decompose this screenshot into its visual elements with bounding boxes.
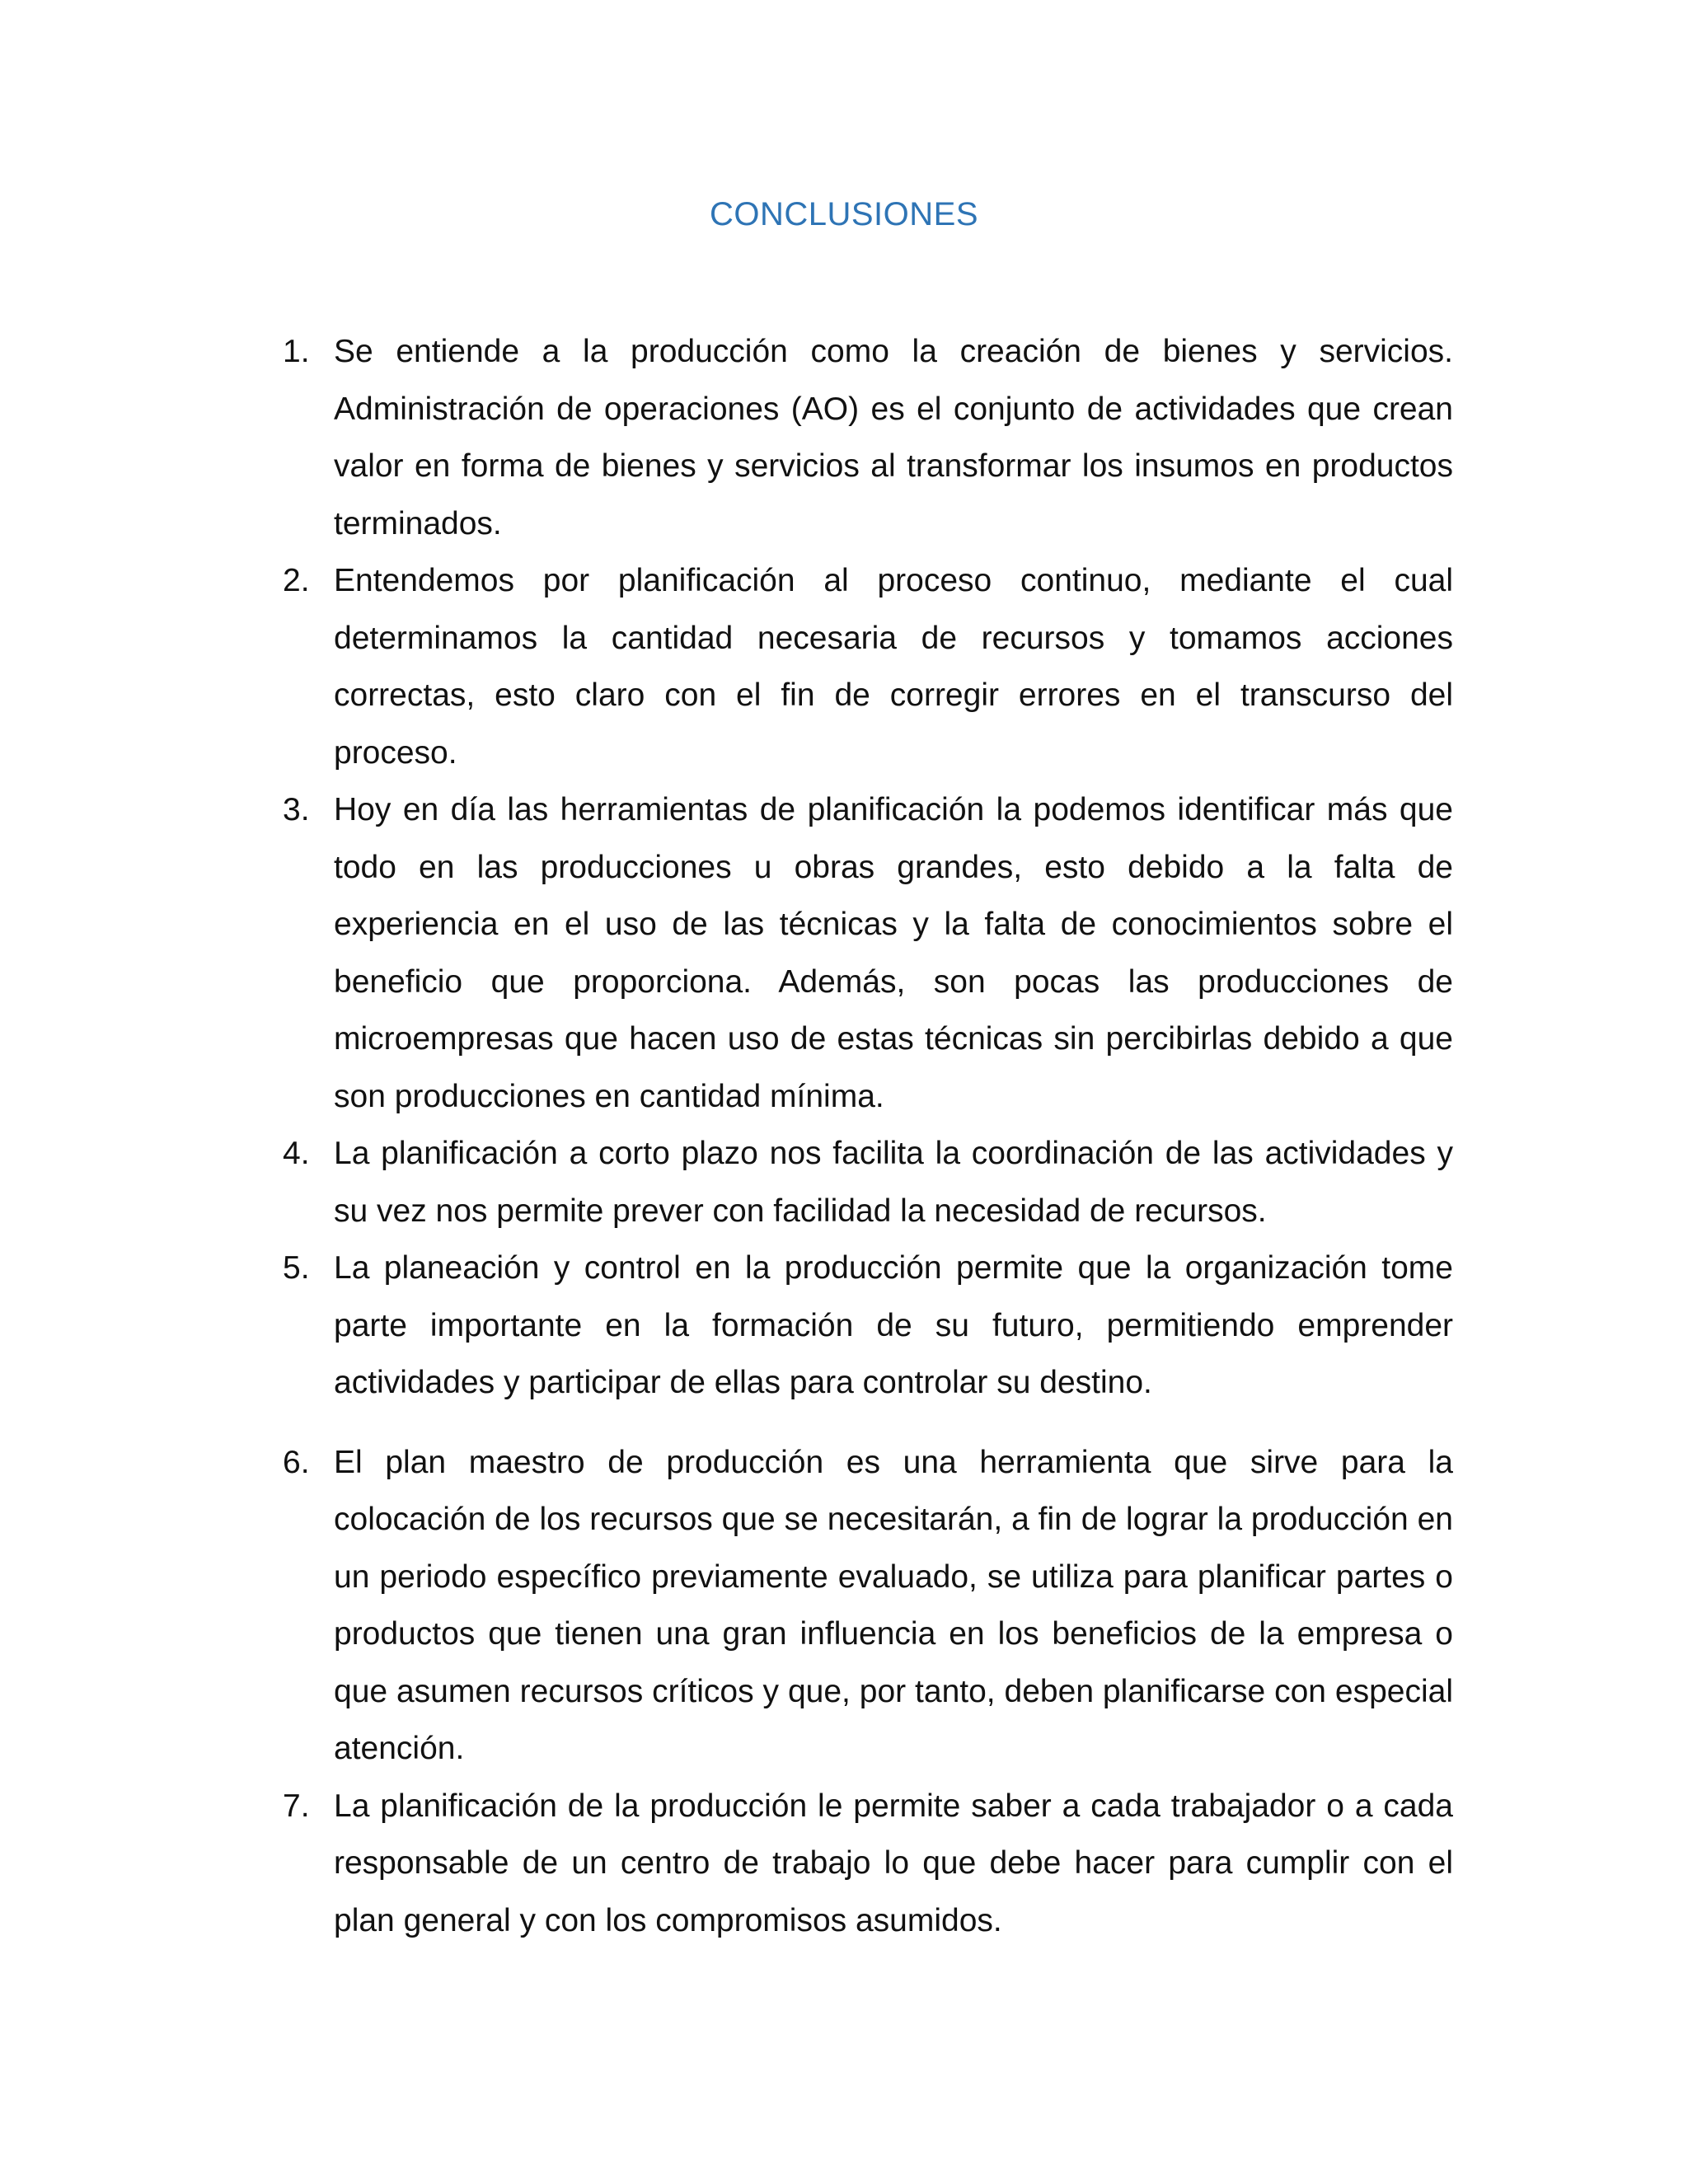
list-item-text: La planificación a corto plazo nos facilita la coordinación de las actividades y su vez nos permite prever con facilidad la necesidad de recursos. [334, 1136, 1453, 1229]
list-item-text: La planeación y control en la producción permite que la organización tome parte importante en la formación de su futuro, permitiendo emprender actividades y participar de ellas para controlar su destino. [334, 1250, 1453, 1400]
list-item-number: 4. [283, 1136, 310, 1171]
list-item [0, 552, 1453, 781]
list-item-number: 6. [283, 1444, 310, 1480]
conclusions-list [0, 323, 1688, 1949]
list-item-number: 2. [283, 563, 310, 598]
list-item-text: La planificación de la producción le permite saber a cada trabajador o a cada responsable de un centro de trabajo lo que debe hacer para cumplir con el plan general y con los compromisos asumidos. [334, 1788, 1453, 1938]
list-item-number: 3. [283, 792, 310, 827]
page-title: CONCLUSIONES [709, 196, 979, 232]
list-item-text: Entendemos por planificación al proceso continuo, mediante el cual determinamos la cantidad necesaria de recursos y tomamos acciones correctas, esto claro con el fin de corregir errores en el transcurso del proceso. [334, 563, 1453, 771]
list-item-text: Hoy en día las herramientas de planificación la podemos identificar más que todo en las producciones u obras grandes, esto debido a la falta de experiencia en el uso de las técnicas y la falta de conocimientos sobre el beneficio que proporciona. Además, son pocas las producciones de microempresas que hacen uso de estas técnicas sin percibirlas debido a que son producciones en cantidad mínima. [334, 792, 1453, 1114]
list-item [0, 1125, 1453, 1240]
list-item [0, 1434, 1453, 1778]
list-item-number: 5. [283, 1250, 310, 1286]
list-item-text: El plan maestro de producción es una herramienta que sirve para la colocación de los recursos que se necesitarán, a fin de lograr la producción en un periodo específico previamente evaluado, se utiliza para planificar partes o productos que tienen una gran influencia en los beneficios de la empresa o que asumen recursos críticos y que, por tanto, deben planificarse con especial atención. [334, 1444, 1453, 1766]
list-item [0, 781, 1453, 1125]
list-item [0, 1778, 1453, 1950]
list-item [0, 323, 1453, 552]
list-item-text: Se entiende a la producción como la creación de bienes y servicios. Administración de operaciones (AO) es el conjunto de actividades que crean valor en forma de bienes y servicios al transformar los insumos en productos terminados. [334, 334, 1453, 541]
list-item-number: 1. [283, 334, 310, 369]
list-item [0, 1240, 1453, 1412]
list-item-number: 7. [283, 1788, 310, 1824]
